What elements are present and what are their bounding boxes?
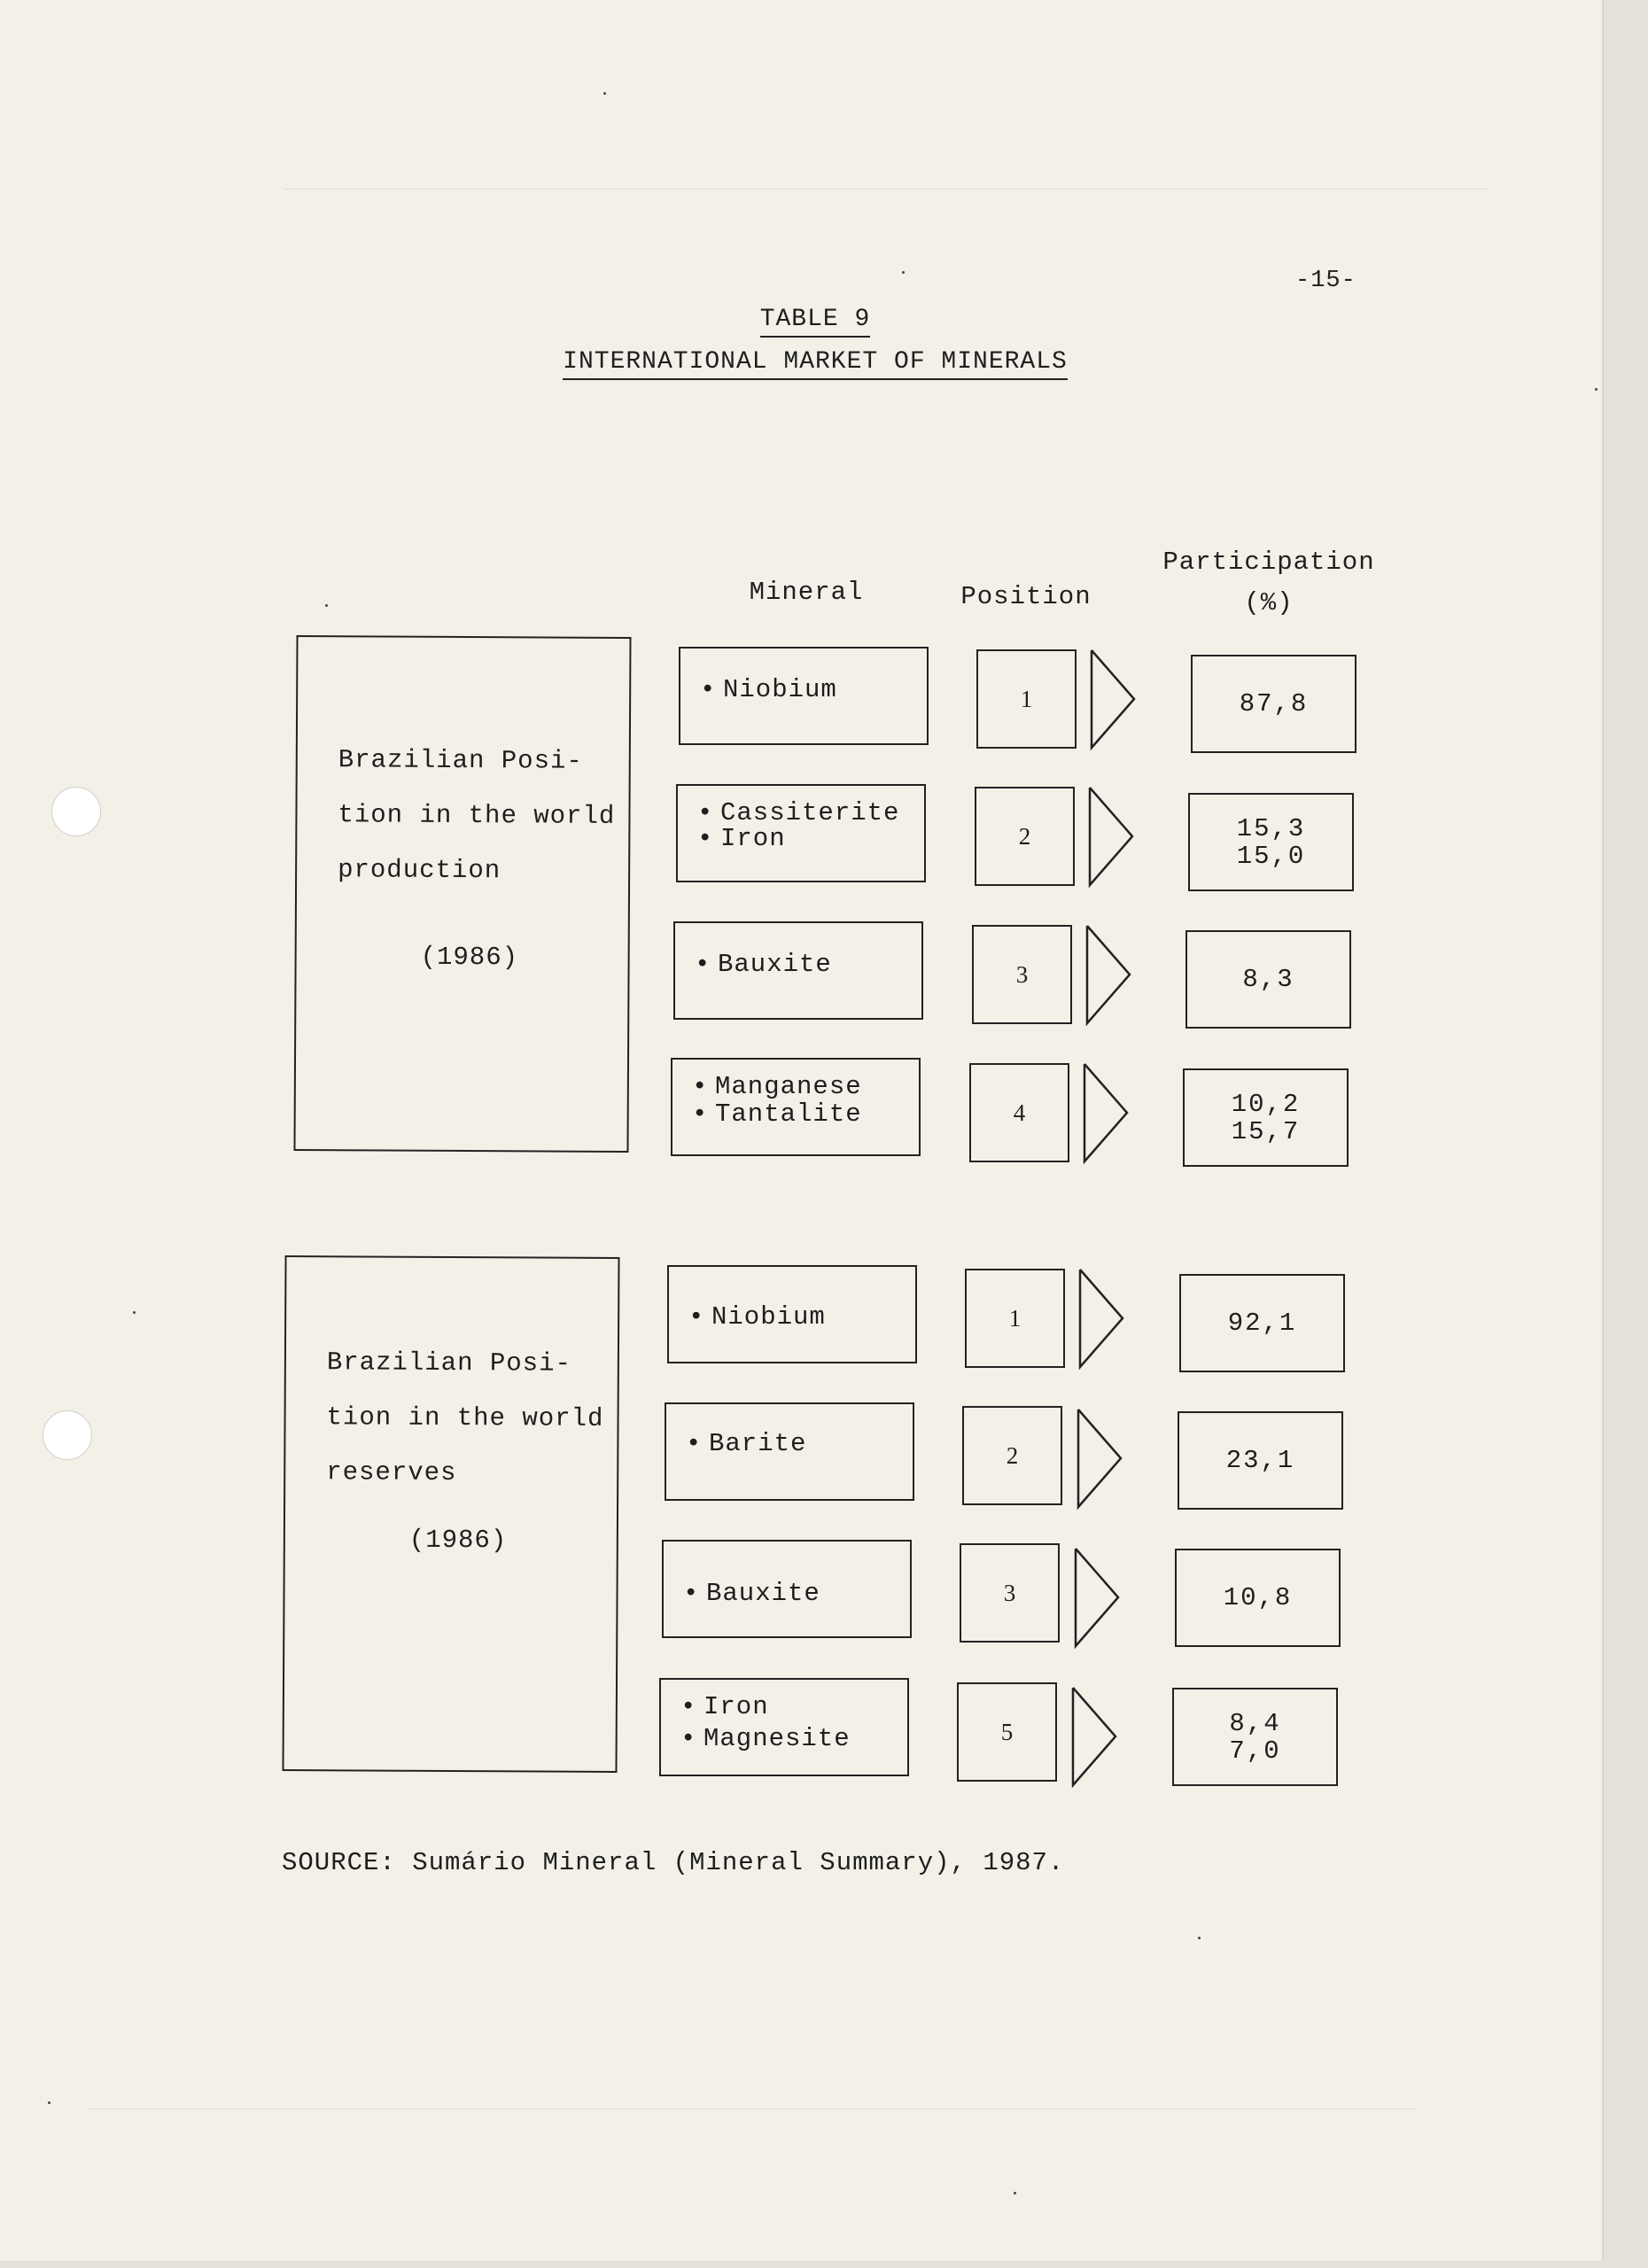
mineral-name: Tantalite [715, 1099, 862, 1129]
page-number: -15- [1295, 268, 1356, 294]
mineral-item [695, 950, 832, 979]
mineral-name: Manganese [715, 1072, 862, 1101]
group-label-line: Brazilian Posi- [338, 745, 583, 776]
group-label-line: tion in the world [326, 1402, 604, 1433]
participation-cell [1188, 793, 1354, 891]
table-label [727, 306, 904, 333]
mineral-name: Niobium [723, 675, 837, 704]
bullet-icon: • [697, 798, 714, 827]
mineral-name: Bauxite [718, 950, 832, 979]
participation-value: 15,7 [1231, 1116, 1301, 1146]
mineral-cell-barite [665, 1402, 914, 1501]
mineral-name: Barite [709, 1429, 807, 1458]
participation-cell [1172, 1688, 1338, 1786]
position-cell: 2 [975, 787, 1075, 886]
speck [133, 1311, 136, 1314]
mineral-item [692, 1072, 862, 1101]
mineral-item [688, 1302, 826, 1332]
mineral-name: Iron [704, 1692, 769, 1721]
position-cell: 5 [957, 1682, 1057, 1782]
mineral-name: Iron [720, 824, 786, 853]
table-label-text: TABLE 9 [760, 306, 871, 338]
mineral-item [692, 1099, 862, 1129]
group-label-line: tion in the world [338, 800, 616, 831]
group-label-year: (1986) [420, 942, 519, 973]
source-note: SOURCE: Sumário Mineral (Mineral Summary), 1987. [282, 1848, 1065, 1877]
column-header-position: Position [960, 582, 1092, 611]
mineral-cell-bauxite [662, 1540, 912, 1638]
participation-value: 10,2 [1231, 1089, 1301, 1119]
mineral-cell-cassiterite-iron [676, 784, 926, 882]
participation-value: 7,0 [1229, 1736, 1281, 1766]
arrow-right-icon [1077, 1266, 1128, 1371]
speck [1595, 388, 1597, 391]
arrow-right-icon [1069, 1684, 1121, 1789]
arrow-right-icon [1072, 1545, 1123, 1650]
arrow-right-icon [1088, 647, 1139, 751]
bullet-icon: • [680, 1692, 697, 1721]
group-label-year: (1986) [408, 1525, 508, 1556]
participation-value: 23,1 [1225, 1446, 1295, 1475]
bullet-icon: • [700, 675, 717, 704]
speck [48, 2101, 51, 2104]
position-cell: 1 [976, 649, 1077, 749]
group-label-line: Brazilian Posi- [326, 1348, 572, 1379]
mineral-item [683, 1579, 820, 1608]
mineral-item [680, 1692, 769, 1721]
participation-value: 15,3 [1236, 813, 1306, 843]
mineral-cell-niobium [679, 647, 929, 745]
table-title-text: INTERNATIONAL MARKET OF MINERALS [563, 348, 1068, 380]
participation-value: 92,1 [1227, 1309, 1297, 1338]
position-cell: 4 [969, 1063, 1069, 1162]
punch-hole-top [51, 787, 101, 836]
column-header-mineral: Mineral [749, 578, 864, 607]
position-cell: 1 [965, 1269, 1065, 1368]
participation-value: 15,0 [1236, 841, 1306, 871]
punch-hole-bottom [43, 1410, 92, 1460]
arrow-right-icon [1084, 922, 1135, 1027]
mineral-cell-iron-magnesite [659, 1678, 909, 1776]
group-label-line: reserves [326, 1457, 457, 1488]
participation-cell [1178, 1411, 1343, 1510]
bullet-icon: • [688, 1302, 705, 1332]
participation-value: 87,8 [1239, 689, 1309, 718]
mineral-name: Bauxite [706, 1579, 820, 1608]
mineral-cell-niobium [667, 1265, 917, 1363]
participation-cell [1185, 930, 1351, 1029]
bullet-icon: • [683, 1579, 700, 1608]
participation-value: 8,4 [1229, 1708, 1281, 1738]
mineral-item [697, 824, 786, 853]
position-cell: 3 [960, 1543, 1060, 1643]
bullet-icon: • [697, 824, 714, 853]
participation-cell [1183, 1068, 1349, 1167]
bullet-icon: • [692, 1099, 709, 1129]
arrow-right-icon [1075, 1406, 1126, 1511]
speck [603, 92, 606, 95]
arrow-right-icon [1081, 1060, 1132, 1165]
speck [902, 271, 905, 274]
bullet-icon: • [680, 1724, 697, 1753]
mineral-name: Cassiterite [720, 798, 900, 827]
mineral-cell-manganese-tantalite [671, 1058, 921, 1156]
bullet-icon: • [695, 950, 711, 979]
group-label-line: production [338, 855, 501, 886]
speck [1014, 2192, 1016, 2194]
bullet-icon: • [692, 1072, 709, 1101]
position-cell: 2 [962, 1406, 1062, 1505]
faint-rule-top [284, 189, 1489, 190]
position-cell: 3 [972, 925, 1072, 1024]
speck [325, 604, 328, 607]
participation-cell [1179, 1274, 1345, 1372]
participation-cell [1175, 1549, 1341, 1647]
participation-cell [1191, 655, 1356, 753]
mineral-name: Magnesite [704, 1724, 851, 1753]
participation-value: 10,8 [1223, 1583, 1293, 1612]
participation-value: 8,3 [1242, 965, 1294, 994]
column-header-participation: Participation [1162, 548, 1375, 577]
bullet-icon: • [686, 1429, 703, 1458]
group-box-production [293, 635, 631, 1153]
mineral-item [680, 1724, 851, 1753]
table-title [461, 348, 1170, 376]
arrow-right-icon [1086, 784, 1138, 889]
mineral-item [686, 1429, 806, 1458]
group-box-reserves [282, 1255, 619, 1773]
column-header-participation-unit: (%) [1244, 588, 1294, 617]
speck [1198, 1937, 1201, 1939]
mineral-name: Niobium [711, 1302, 826, 1332]
mineral-cell-bauxite [673, 921, 923, 1020]
mineral-item [700, 675, 837, 704]
